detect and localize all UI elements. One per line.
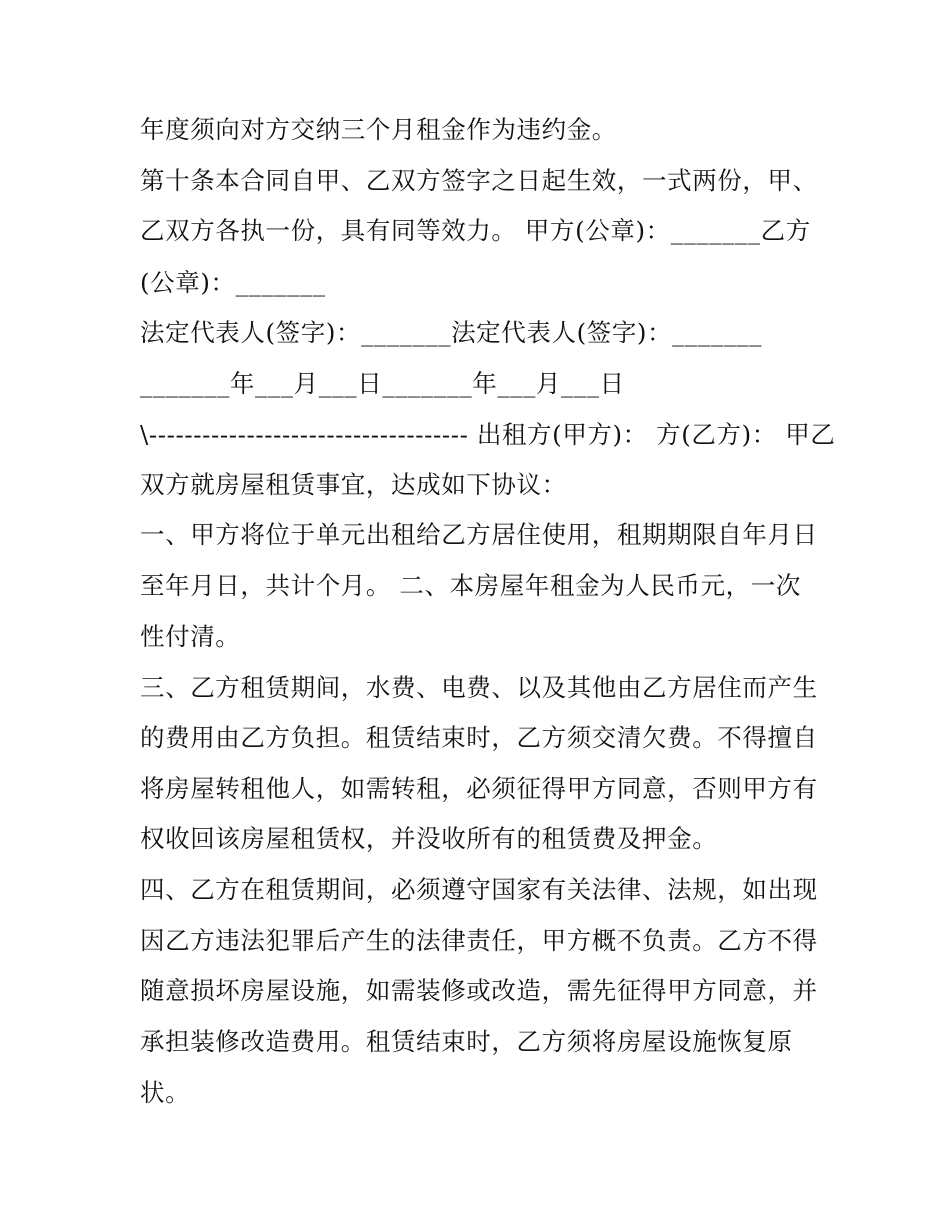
text-line-19: 承担装修改造费用。租赁结束时，乙方须将房屋设施恢复原 [140,1027,793,1056]
text-line-8: 双方就房屋租赁事宜，达成如下协议： [140,470,567,499]
text-line-10: 至年月日，共计个月。 二、本房屋年租金为人民币元，一次 [140,571,801,600]
text-line-4: (公章)：_______ [140,268,326,297]
text-line-1: 年度须向对方交纳三个月租金作为违约金。 [140,115,617,144]
text-line-17: 因乙方违法犯罪后产生的法律责任，甲方概不负责。乙方不得 [140,926,818,955]
text-line-12: 三、乙方租赁期间，水费、电费、以及其他由乙方居住而产生 [140,673,818,702]
text-line-18: 随意损坏房屋设施，如需装修或改造，需先征得甲方同意，并 [140,976,818,1005]
text-line-20: 状。 [140,1078,191,1107]
text-line-14: 将房屋转租他人，如需转租，必须征得甲方同意，否则甲方有 [140,774,818,803]
text-line-7: \------------------------------------ 出租方(甲方)： 方(乙方)： 甲乙 [140,420,836,449]
text-line-3: 乙双方各执一份，具有同等效力。 甲方(公章)：_______乙方 [140,216,811,245]
text-line-6: _______年___月___日_______年___月___日 [140,369,625,398]
text-line-2: 第十条本合同自甲、乙双方签字之日起生效，一式两份，甲、 [140,166,818,195]
text-line-5: 法定代表人(签字)：_______法定代表人(签字)：_______ [140,318,763,347]
text-line-11: 性付清。 [140,622,241,651]
text-line-15: 权收回该房屋租赁权，并没收所有的租赁费及押金。 [140,824,718,853]
text-line-16: 四、乙方在租赁期间，必须遵守国家有关法律、法规，如出现 [140,875,818,904]
text-line-13: 的费用由乙方负担。租赁结束时，乙方须交清欠费。不得擅自 [140,723,818,752]
text-line-9: 一、甲方将位于单元出租给乙方居住使用，租期期限自年月日 [140,520,818,549]
